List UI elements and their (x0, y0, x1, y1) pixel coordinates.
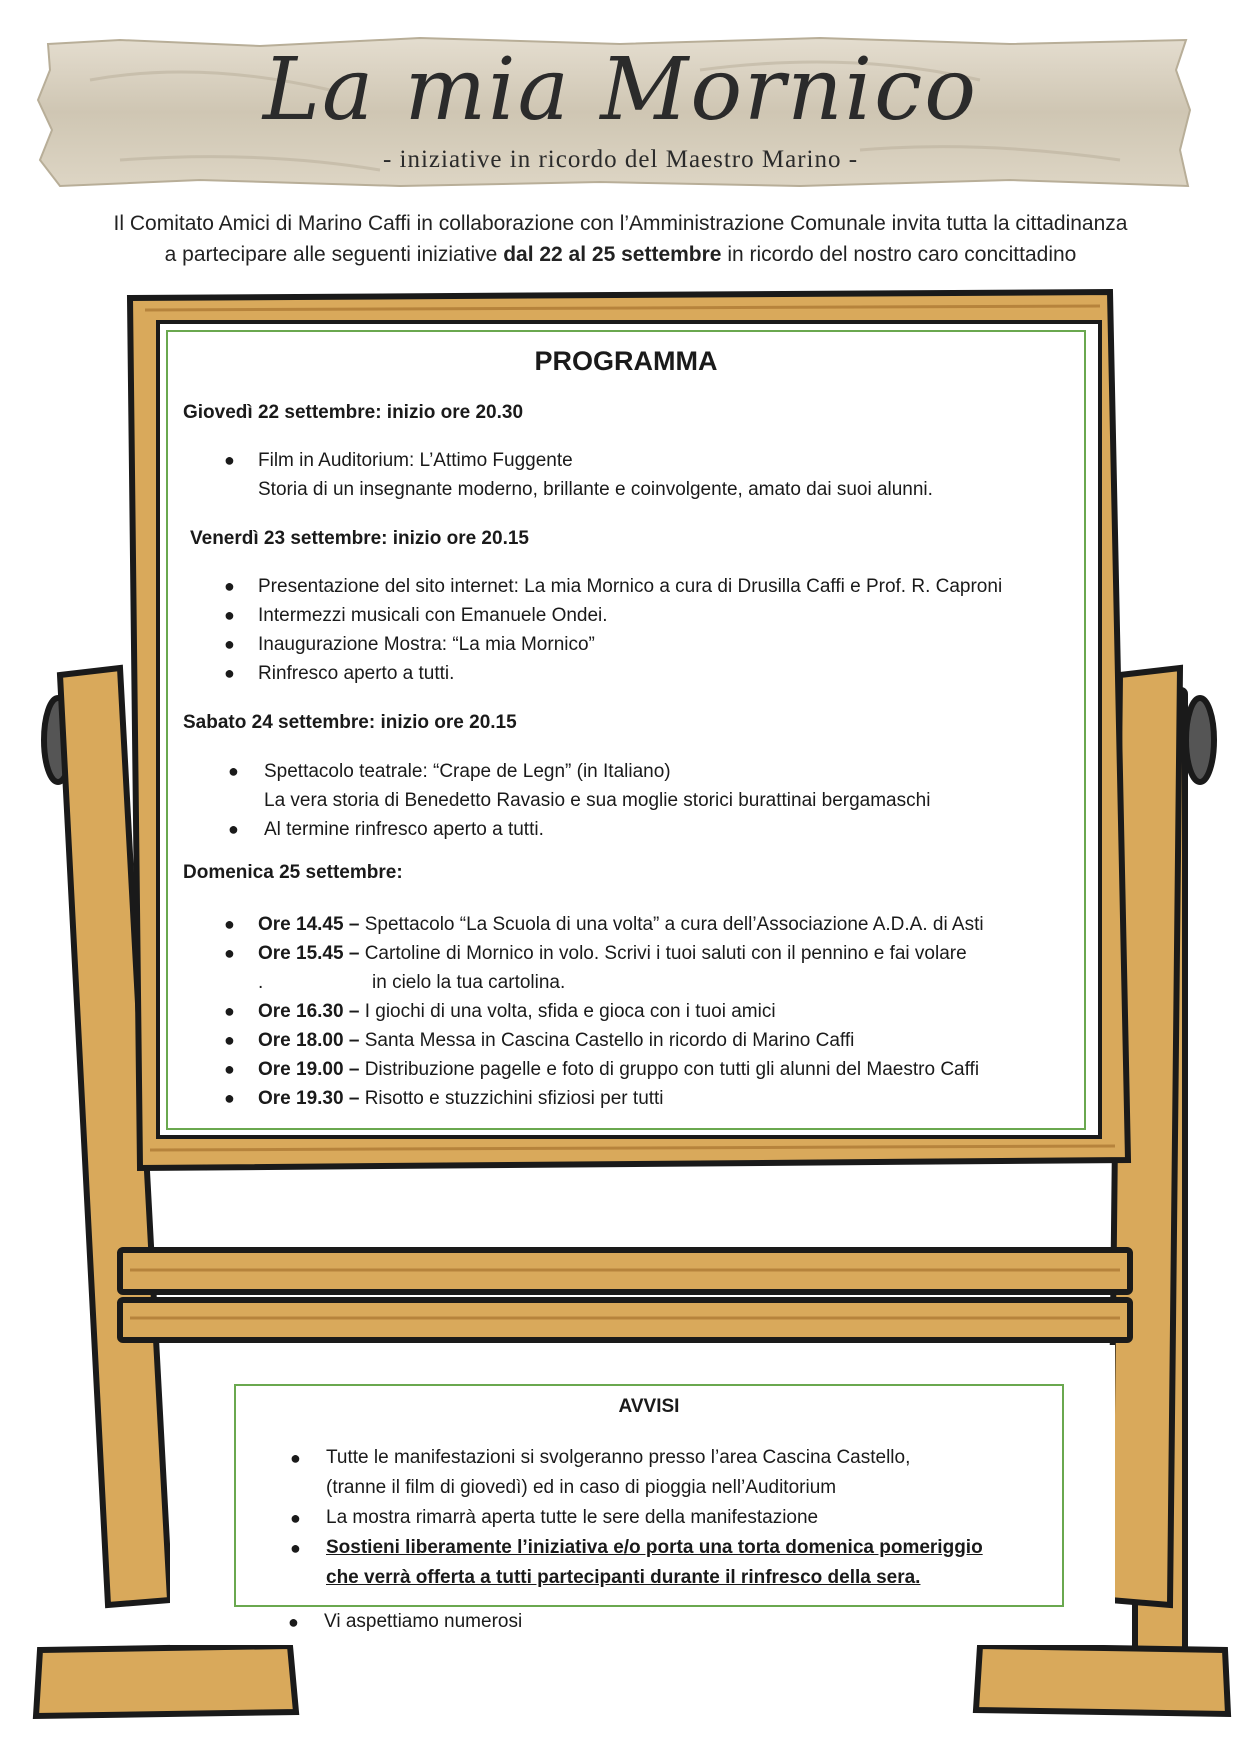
bullet-icon: ● (228, 761, 239, 781)
schedule-item: Ore 14.45 – Spettacolo “La Scuola di una volta” a cura dell’Associazione A.D.A. di Asti (258, 914, 984, 935)
bullet-icon: ● (224, 914, 235, 934)
bullet-icon: ● (224, 1030, 235, 1050)
notices-title: AVVISI (618, 1396, 680, 1417)
schedule-item: Ore 19.00 – Distribuzione pagelle e foto di gruppo con tutti gli alunni del Maestro Caffi (258, 1059, 980, 1080)
day-heading-friday: Venerdì 23 settembre: inizio ore 20.15 (190, 528, 529, 549)
notice-item: La mostra rimarrà aperta tutte le sere della manifestazione (326, 1507, 819, 1528)
day-heading-thursday: Giovedì 22 settembre: inizio ore 20.30 (183, 402, 524, 423)
programme-box (166, 330, 1086, 1130)
day-heading-saturday: Sabato 24 settembre: inizio ore 20.15 (183, 712, 517, 733)
bullet-icon: ● (290, 1538, 301, 1558)
bullet-icon: ● (224, 1001, 235, 1021)
notice-item: Tutte le manifestazioni si svolgeranno presso l’area Cascina Castello, (326, 1447, 911, 1468)
list-item: Intermezzi musicali con Emanuele Ondei. (258, 605, 608, 626)
schedule-item: Ore 15.45 – Cartoline di Mornico in volo. Scrivi i tuoi saluti con il pennino e fai volare (258, 943, 967, 964)
intro-line-1: Il Comitato Amici di Marino Caffi in collaborazione con l’Amministrazione Comunale invita tutta la cittadinanza (113, 212, 1128, 235)
list-item: Inaugurazione Mostra: “La mia Mornico” (258, 634, 595, 655)
bullet-icon: ● (224, 634, 235, 654)
list-item: La vera storia di Benedetto Ravasio e sua moglie storici burattinai bergamaschi (264, 790, 931, 811)
schedule-item: Ore 18.00 – Santa Messa in Cascina Castello in ricordo di Marino Caffi (258, 1030, 855, 1051)
notice-item-highlight: Sostieni liberamente l’iniziativa e/o porta una torta domenica pomeriggio (326, 1537, 983, 1558)
bullet-icon: ● (288, 1612, 299, 1632)
bullet-icon: ● (224, 1059, 235, 1079)
bullet-icon: ● (228, 819, 239, 839)
bullet-icon: ● (224, 943, 235, 963)
notice-item: Vi aspettiamo numerosi (324, 1611, 523, 1632)
notice-item: (tranne il film di giovedì) ed in caso di pioggia nell’Auditorium (326, 1477, 837, 1498)
schedule-item: Ore 16.30 – I giochi di una volta, sfida e gioca con i tuoi amici (258, 1001, 776, 1022)
bullet-icon: ● (290, 1508, 301, 1528)
notices-box (234, 1384, 1064, 1607)
schedule-item-continuation: . in cielo la tua cartolina. (258, 972, 566, 993)
day-heading-sunday: Domenica 25 settembre: (183, 862, 403, 883)
intro-line-2: a partecipare alle seguenti iniziative dal 22 al 25 settembre in ricordo del nostro caro concittadino (164, 243, 1077, 266)
notice-item-highlight: che verrà offerta a tutti partecipanti durante il rinfresco della sera. (326, 1567, 921, 1588)
bullet-icon: ● (224, 450, 235, 470)
list-item: Rinfresco aperto a tutti. (258, 663, 455, 684)
list-item: Al termine rinfresco aperto a tutti. (264, 819, 544, 840)
schedule-item: Ore 19.30 – Risotto e stuzzichini sfiziosi per tutti (258, 1088, 664, 1109)
banner-subtitle: - iniziative in ricordo del Maestro Marino - (382, 146, 859, 173)
bullet-icon: ● (224, 663, 235, 683)
list-item: Presentazione del sito internet: La mia Mornico a cura di Drusilla Caffi e Prof. R. Caproni (258, 576, 1003, 597)
bullet-icon: ● (224, 576, 235, 596)
banner-title: La mia Mornico (262, 40, 979, 140)
list-item: Storia di un insegnante moderno, brillante e coinvolgente, amato dai suoi alunni. (258, 479, 933, 500)
list-item: Film in Auditorium: L’Attimo Fuggente (258, 450, 573, 471)
programme-title: PROGRAMMA (534, 346, 718, 376)
bullet-icon: ● (224, 1088, 235, 1108)
list-item: Spettacolo teatrale: “Crape de Legn” (in Italiano) (264, 761, 671, 782)
bullet-icon: ● (290, 1448, 301, 1468)
bullet-icon: ● (224, 605, 235, 625)
